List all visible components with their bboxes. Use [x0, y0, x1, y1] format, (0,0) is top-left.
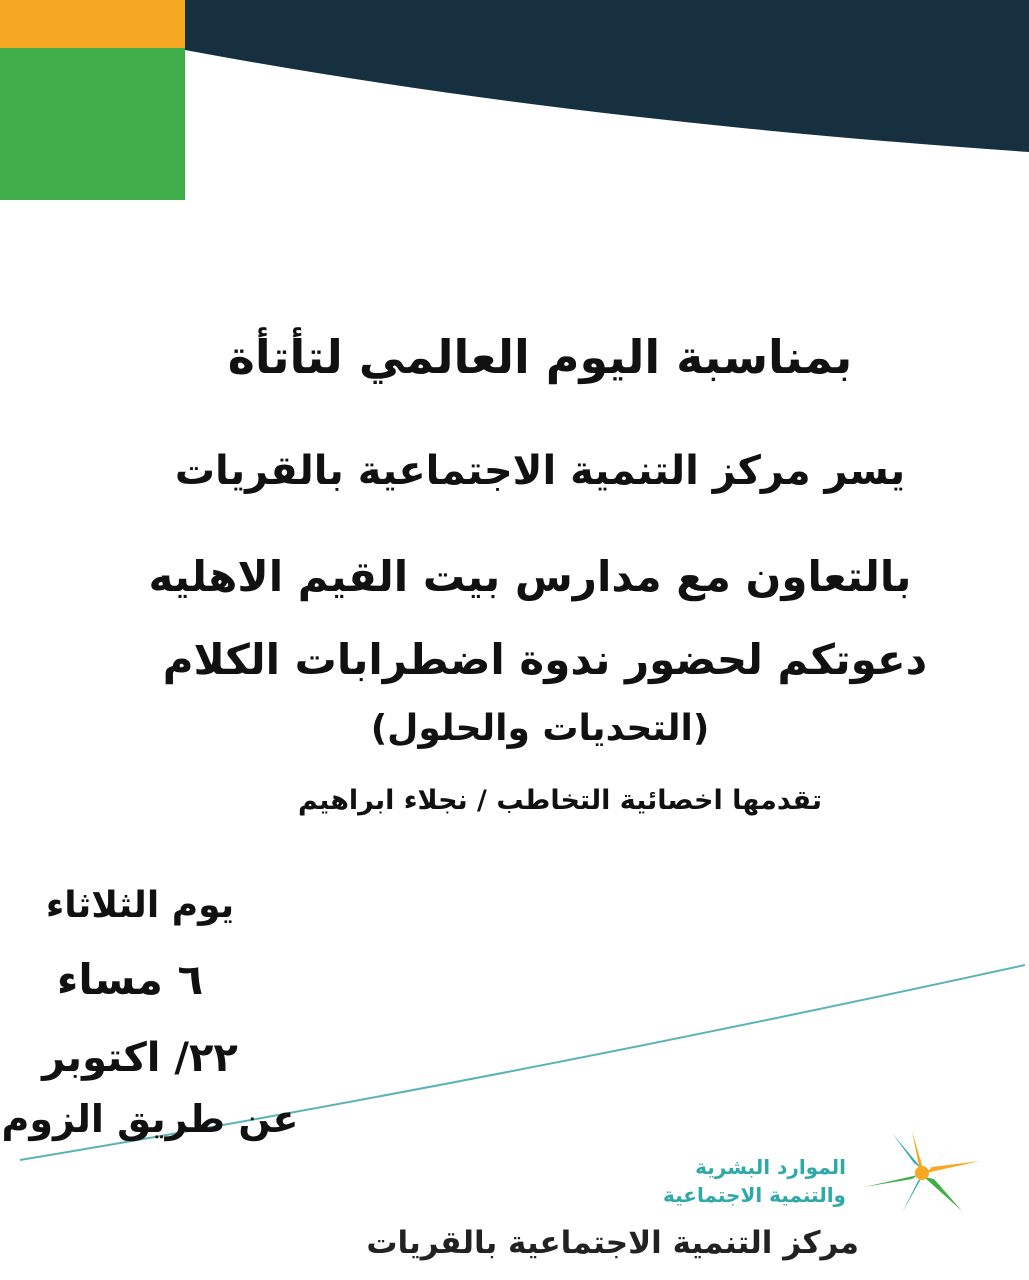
ministry-name-line2: والتنمية الاجتماعية — [663, 1183, 846, 1207]
orange-block — [0, 0, 185, 48]
navy-banner — [185, 0, 1029, 152]
event-time: ٦ مساء — [56, 955, 204, 1004]
event-date: ٢٢/ اكتوبر — [42, 1035, 238, 1081]
presenter-line: تقدمها اخصائية التخاطب / نجلاء ابراهيم — [298, 785, 822, 816]
host-line: يسر مركز التنمية الاجتماعية بالقريات — [174, 448, 906, 494]
invite-line: دعوتكم لحضور ندوة اضطرابات الكلام — [162, 635, 928, 684]
subtitle-line: (التحديات والحلول) — [370, 708, 710, 749]
partner-line: بالتعاون مع مدارس بيت القيم الاهليه — [148, 552, 912, 601]
occasion-title: بمناسبة اليوم العالمي لتأتأة — [227, 330, 853, 384]
ministry-name-line1: الموارد البشرية — [695, 1155, 846, 1179]
ministry-logo-icon — [860, 1128, 985, 1218]
event-day: يوم الثلاثاء — [45, 885, 235, 926]
event-platform: عن طريق الزوم — [1, 1097, 299, 1141]
footer-center-name: مركز التنمية الاجتماعية بالقريات — [366, 1225, 859, 1261]
